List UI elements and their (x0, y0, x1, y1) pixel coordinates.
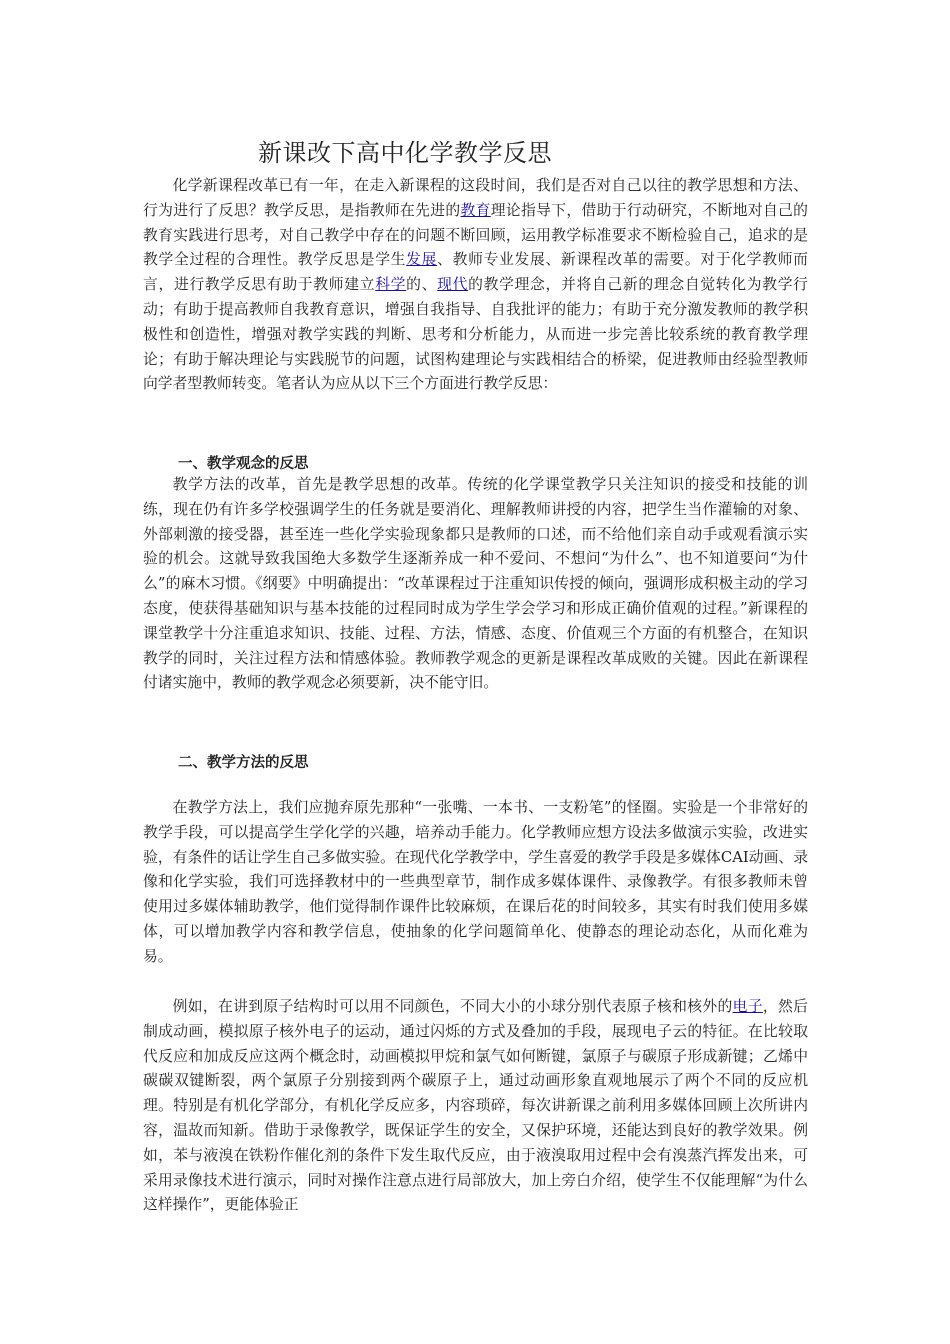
section1-heading: 一、教学观念的反思 (178, 455, 309, 472)
link-development[interactable]: 发展 (406, 251, 438, 269)
document-title: 新课改下高中化学教学反思 (258, 139, 552, 167)
link-education[interactable]: 教育 (460, 201, 491, 219)
intro-text-1: 化学新课程改革已有一年，在走入新课程的这段时间，我们是否对自己以往的教学思想和方法、行为进行了反思？教学反思，是指教师在先进的 (143, 177, 808, 219)
intro-text-3: 、教师专业发展、新课程改革的需要。对于化学教师而言，进行教学反思有助于教师建立 (143, 251, 808, 294)
intro-text-2: 理论指导下，借助于行动研究，不断地对自己的教育实践进行思考，对自己教学中存在的问题不断回顾，运用教学标准要求不断检验自己，追求的是教学全过程的合理性。教学反思是学生 (143, 201, 808, 269)
intro-text-5: 的教学理念，并将自己新的理念自觉转化为教学行动；有助于提高教师自我教育意识，增强自我指导、自我批评的能力；有助于充分激发教师的教学积极性和创造性，增强对教学实践的判断、思考和分析能力，从而进一步完善比较系统的教育教学理论；有助于解决理论与实践脱节的问题，试图构建理论与实践相结合的桥梁，促进教师由经验型教师向学者型教师转变。笔者认为应从以下三个方面进行教学反思： (143, 276, 808, 393)
section2-paragraph-1: 在教学方法上，我们应抛弃原先那种“一张嘴、一本书、一支粉笔”的怪圈。实验是一个非常好的教学手段，可以提高学生学化学的兴趣，培养动手能力。化学教师应想方设法多做演示实验，改进实验，有条件的话让学生自己多做实验。在现代化学教学中，学生喜爱的教学手段是多媒体CAI动画、录像和化学实验，我们可选择教材中的一些典型章节，制作成多媒体课件、录像教学。有很多教师未曾使用过多媒体辅助教学，他们觉得制作课件比较麻烦，在课后花的时间较多，其实有时我们使用多媒体，可以增加教学内容和教学信息，使抽象的化学问题简单化、使静态的理论动态化，从而化难为易。 (143, 799, 808, 965)
section1-paragraph: 教学方法的改革，首先是教学思想的改革。传统的化学课堂教学只关注知识的接受和技能的训练，现在仍有许多学校强调学生的任务就是要消化、理解教师讲授的内容，把学生当作灌输的对象、外部刺激的接受器，甚至连一些化学实验现象都只是教师的口述，而不给他们亲自动手或观看演示实验的机会。这就导致我国绝大多数学生逐渐养成一种不爱问、不想问“为什么”、也不知道要问“为什么”的麻木习惯。《纲要》中明确提出：“改革课程过于注重知识传授的倾向，强调形成积极主动的学习态度，使获得基础知识与基本技能的过程同时成为学生学会学习和形成正确价值观的过程。”新课程的课堂教学十分注重追求知识、技能、过程、方法，情感、态度、价值观三个方面的有机整合，在知识教学的同时，关注过程方法和情感体验。教师教学观念的更新是课程改革成败的关键。因此在新课程付诸实施中，教师的教学观念必须要新，决不能守旧。 (143, 476, 808, 692)
intro-paragraph (143, 174, 808, 397)
section2-heading: 二、教学方法的反思 (178, 754, 309, 771)
link-modern[interactable]: 现代 (437, 276, 469, 294)
example-text-2: ，然后制成动画，模拟原子核外电子的运动，通过闪烁的方式及叠加的手段，展现电子云的特征。在比较取代反应和加成反应这两个概念时，动画模拟甲烷和氯气如何断键，氯原子与碳原子形成新键；乙烯中碳碳双键断裂，两个氯原子分别接到两个碳原子上，通过动画形象直观地展示了两个不同的反应机理。特别是有机化学部分，有机化学反应多，内容琐碎，每次讲新课之前利用多媒体回顾上次所讲内容，温故而知新。借助于录像教学，既保证学生的安全，又保护环境，还能达到良好的教学效果。例如，苯与液溴在铁粉作催化剂的条件下发生取代反应，由于液溴取用过程中会有溴蒸汽挥发出来，可采用录像技术进行演示，同时对操作注意点进行局部放大，加上旁白介绍，使学生不仅能理解“为什么这样操作”，更能体验正 (143, 998, 808, 1214)
link-electron[interactable]: 电子 (732, 998, 763, 1015)
example-text-1: 例如，在讲到原子结构时可以用不同颜色，不同大小的小球分别代表原子核和核外的 (172, 998, 733, 1015)
section2-paragraph-2 (143, 995, 808, 1218)
link-science[interactable]: 科学 (375, 276, 407, 294)
intro-text-4: 的、 (406, 276, 438, 294)
